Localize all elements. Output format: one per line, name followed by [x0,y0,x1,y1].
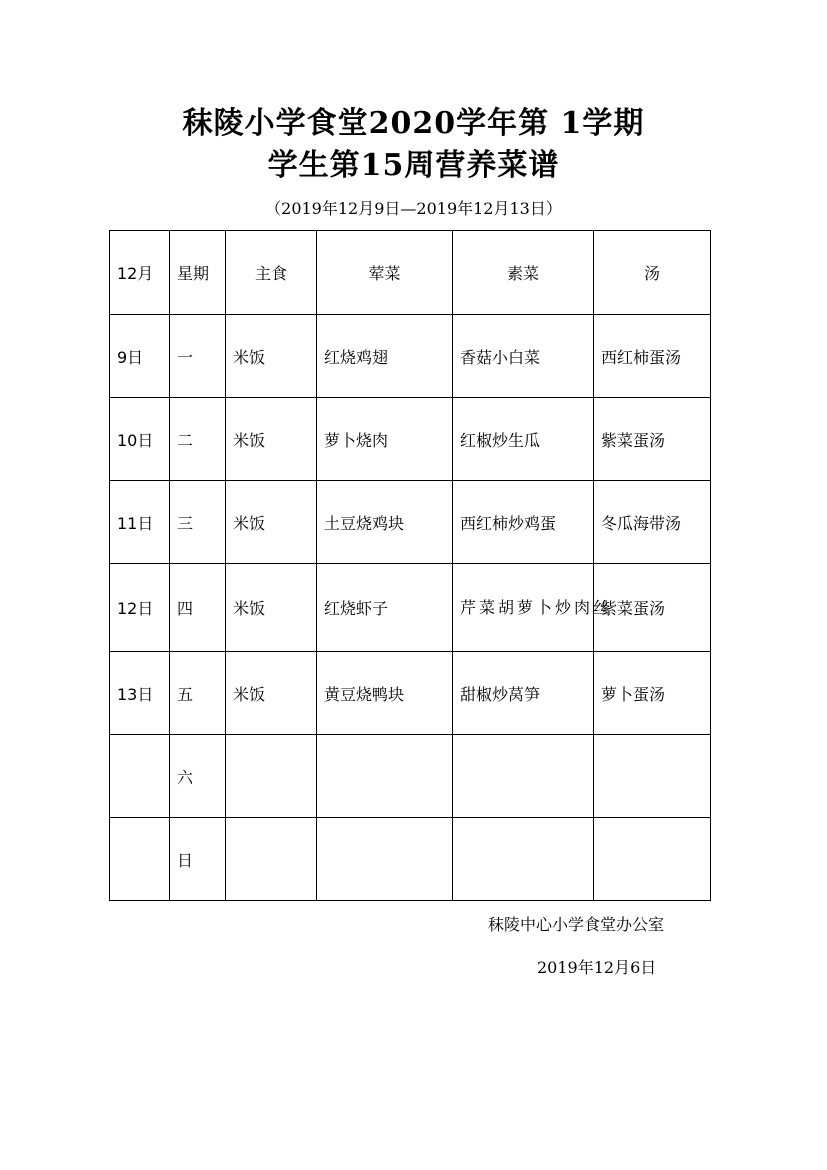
table-row [110,564,711,652]
cell-meat-dish: 土豆烧鸡块 [317,481,453,564]
cell-soup: 紫菜蛋汤 [594,564,711,652]
table-row [110,735,711,818]
table-row [110,481,711,564]
header-meat-dish: 荤菜 [317,231,453,315]
cell-staple [226,735,317,818]
header-month: 12月 [110,231,170,315]
table-row [110,315,711,398]
cell-staple: 米饭 [226,652,317,735]
cell-date [110,735,170,818]
cell-vegetable-dish: 甜椒炒莴笋 [453,652,594,735]
header-weekday: 星期 [170,231,226,315]
cell-vegetable-dish: 红椒炒生瓜 [453,398,594,481]
menu-table [109,230,711,901]
cell-soup [594,735,711,818]
cell-vegetable-dish: 香菇小白菜 [453,315,594,398]
header-staple: 主食 [226,231,317,315]
cell-vegetable-dish [453,735,594,818]
date-range: （2019年12月9日—2019年12月13日） [265,199,562,218]
header-soup: 汤 [594,231,711,315]
cell-staple: 米饭 [226,564,317,652]
footer-organization: 秣陵中心小学食堂办公室 [488,915,665,934]
cell-vegetable-dish: 西红柿炒鸡蛋 [453,481,594,564]
table-row [110,818,711,901]
cell-staple: 米饭 [226,398,317,481]
cell-meat-dish: 黄豆烧鸭块 [317,652,453,735]
table-row [110,398,711,481]
cell-soup [594,818,711,901]
cell-soup: 萝卜蛋汤 [594,652,711,735]
cell-weekday: 日 [170,818,226,901]
document-title-line1: 秣陵小学食堂2020学年第 1学期 [182,106,645,141]
cell-meat-dish [317,735,453,818]
cell-date: 13日 [110,652,170,735]
cell-staple: 米饭 [226,315,317,398]
cell-weekday: 二 [170,398,226,481]
cell-soup: 紫菜蛋汤 [594,398,711,481]
cell-weekday: 六 [170,735,226,818]
cell-date: 12日 [110,564,170,652]
cell-date: 11日 [110,481,170,564]
cell-date [110,818,170,901]
cell-weekday: 四 [170,564,226,652]
cell-weekday: 一 [170,315,226,398]
cell-meat-dish: 红烧虾子 [317,564,453,652]
table-row [110,652,711,735]
cell-meat-dish: 红烧鸡翅 [317,315,453,398]
cell-weekday: 五 [170,652,226,735]
cell-staple [226,818,317,901]
document-title-line2: 学生第15周营养菜谱 [267,148,560,183]
cell-meat-dish [317,818,453,901]
table-header-row [110,231,711,315]
cell-meat-dish: 萝卜烧肉 [317,398,453,481]
cell-soup: 冬瓜海带汤 [594,481,711,564]
cell-weekday: 三 [170,481,226,564]
footer-date: 2019年12月6日 [537,958,657,977]
header-vegetable-dish: 素菜 [453,231,594,315]
cell-vegetable-dish [453,818,594,901]
cell-staple: 米饭 [226,481,317,564]
cell-vegetable-dish: 芹菜胡萝卜炒肉丝 [453,564,594,652]
cell-date: 9日 [110,315,170,398]
cell-date: 10日 [110,398,170,481]
cell-soup: 西红柿蛋汤 [594,315,711,398]
